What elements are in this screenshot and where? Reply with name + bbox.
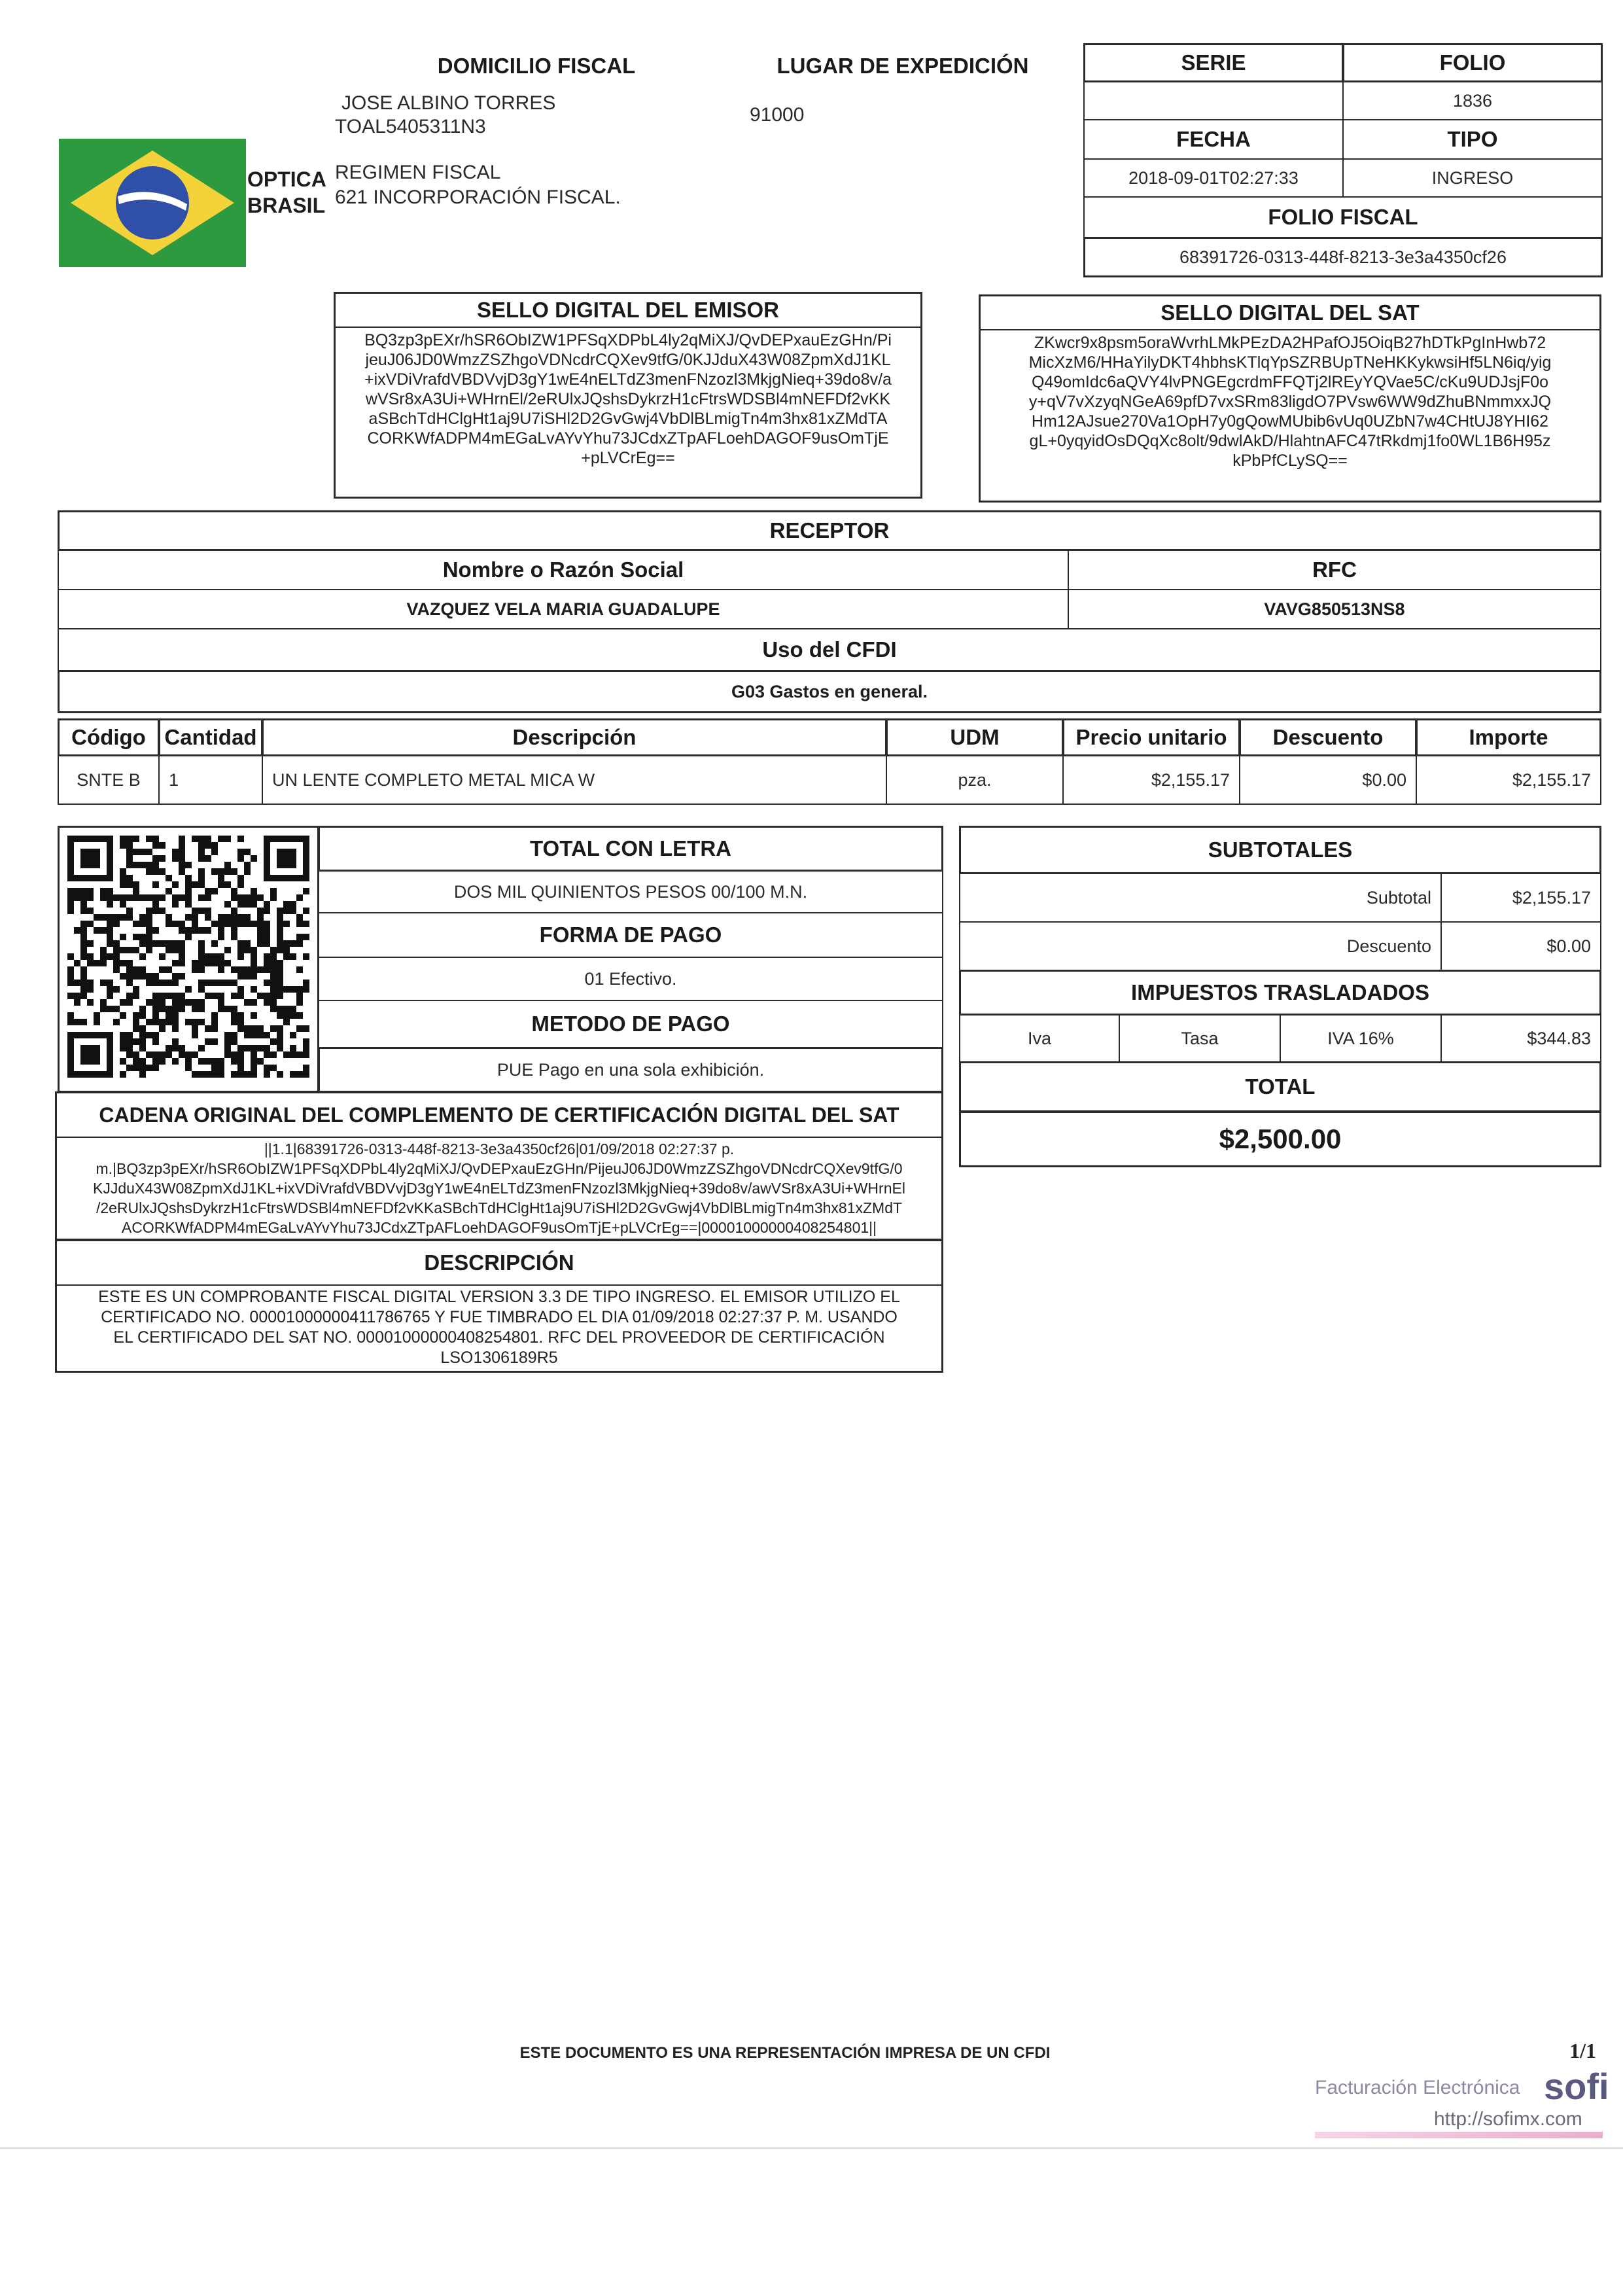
tipo-label: TIPO bbox=[1342, 119, 1603, 160]
receptor-nombre-value: VAZQUEZ VELA MARIA GUADALUPE bbox=[58, 589, 1069, 629]
total-header: TOTAL bbox=[959, 1061, 1601, 1112]
brazil-flag-logo bbox=[59, 139, 246, 267]
serie-label: SERIE bbox=[1083, 43, 1344, 82]
total-letra-header: TOTAL CON LETRA bbox=[318, 826, 943, 872]
descripcion-line: ESTE ES UN COMPROBANTE FISCAL DIGITAL VERSION 3.3 DE TIPO INGRESO. EL EMISOR UTILIZO EL bbox=[98, 1288, 900, 1306]
scan-edge-line bbox=[0, 2147, 1623, 2149]
regimen-fiscal-value: 621 INCORPORACIÓN FISCAL. bbox=[335, 186, 621, 208]
receptor-box bbox=[58, 510, 1601, 713]
logo-text-line-1: OPTICA bbox=[247, 168, 326, 191]
sello-emisor-line: jeuJ06JD0WmzZSZhgoVDNcdrCQXev9tfG/0KJJduX43W08ZpmXdJ1KL bbox=[365, 351, 891, 369]
cadena-line: /2eRUlxJQshsDykrzH1cFtrsWDSBl4mNEFDf2vKKaSBchTdHClgHt1aj9U7iSHl2D2GvGwj4VbDlBLmigTn4m3hx81xZMdT bbox=[96, 1199, 903, 1216]
impuestos-trasladados-header: IMPUESTOS TRASLADADOS bbox=[959, 970, 1601, 1016]
sello-emisor-header: SELLO DIGITAL DEL EMISOR bbox=[336, 294, 920, 328]
row-descuento: $0.00 bbox=[1239, 755, 1417, 805]
descripcion-box bbox=[55, 1239, 943, 1373]
col-header-descripcion: Descripción bbox=[262, 718, 887, 756]
descripcion-text bbox=[57, 1286, 941, 1369]
cadena-original-box bbox=[55, 1091, 943, 1241]
row-cantidad: 1 bbox=[158, 755, 263, 805]
sello-sat-line: kPbPfCLySQ== bbox=[1232, 451, 1348, 470]
sello-sat-line: Hm12AJsue270Va1OpH7y0gQowMUbib6vUq0UZbN7w4CHtUJ8YHI62 bbox=[1031, 412, 1549, 431]
col-header-codigo: Código bbox=[58, 718, 160, 756]
col-header-udm: UDM bbox=[886, 718, 1064, 756]
page-number: 1/1 bbox=[1569, 2039, 1596, 2062]
qr-code-box bbox=[58, 826, 319, 1093]
subtotales-header: SUBTOTALES bbox=[959, 826, 1601, 874]
sello-sat-box bbox=[979, 294, 1601, 503]
folio-value: 1836 bbox=[1342, 81, 1603, 120]
cadena-line: m.|BQ3zp3pEXr/hSR6ObIZW1PFSqXDPbL4ly2qMiXJ/QvDEPxauEzGHn/PijeuJ06JD0WmzZSZhgoVDNcdrCQXev9tfG/0 bbox=[96, 1160, 903, 1177]
totales-box bbox=[959, 826, 1601, 1167]
cadena-original-text bbox=[57, 1138, 941, 1239]
lugar-expedicion-header: LUGAR DE EXPEDICIÓN bbox=[777, 54, 1029, 78]
regimen-fiscal-label: REGIMEN FISCAL bbox=[335, 162, 501, 183]
lugar-expedicion-value: 91000 bbox=[750, 104, 805, 126]
sofi-brand-mark: sofi bbox=[1544, 2066, 1609, 2107]
row-codigo: SNTE B bbox=[58, 755, 160, 805]
receptor-header: RECEPTOR bbox=[58, 510, 1601, 551]
metodo-pago-header: METODO DE PAGO bbox=[318, 1000, 943, 1048]
sello-emisor-text bbox=[336, 328, 920, 470]
folio-fiscal-value: 68391726-0313-448f-8213-3e3a4350cf26 bbox=[1083, 237, 1603, 277]
comprobante-box bbox=[1083, 43, 1603, 277]
sello-sat-line: Q49omIdc6aQVY4lvPNGEgcrdmFFQTj2lREyYQVae5C/cKu9UDJsjF0o bbox=[1031, 373, 1549, 391]
sofi-provider-logo bbox=[1315, 2062, 1609, 2141]
total-letra-value: DOS MIL QUINIENTOS PESOS 00/100 M.N. bbox=[318, 870, 943, 913]
descripcion-header: DESCRIPCIÓN bbox=[57, 1241, 941, 1286]
sello-sat-line: ZKwcr9x8psm5oraWvrhLMkPEzDA2HPafOJ5OiqB27hDTkPgInHwb72 bbox=[1034, 334, 1546, 352]
sofi-url: http://sofimx.com bbox=[1434, 2108, 1582, 2130]
row-importe: $2,155.17 bbox=[1416, 755, 1601, 805]
fecha-label: FECHA bbox=[1083, 119, 1344, 160]
col-header-precio: Precio unitario bbox=[1062, 718, 1240, 756]
descripcion-line: LSO1306189R5 bbox=[440, 1349, 558, 1367]
row-precio: $2,155.17 bbox=[1062, 755, 1240, 805]
impuesto-tasa-label: Tasa bbox=[1119, 1014, 1281, 1063]
footer-leyenda: ESTE DOCUMENTO ES UNA REPRESENTACIÓN IMPRESA DE UN CFDI bbox=[519, 2044, 1051, 2062]
nombre-razon-social-label: Nombre o Razón Social bbox=[58, 550, 1069, 590]
sello-sat-header: SELLO DIGITAL DEL SAT bbox=[981, 296, 1599, 330]
emisor-nombre: JOSE ALBINO TORRES bbox=[341, 92, 556, 114]
descripcion-line: CERTIFICADO NO. 00001000000411786765 Y FUE TIMBRADO EL DIA 01/09/2018 02:27:37 P. M. USANDO bbox=[101, 1308, 898, 1326]
row-descripcion: UN LENTE COMPLETO METAL MICA W bbox=[262, 755, 887, 805]
sello-emisor-line: CORKWfADPM4mEGaLvAYvYhu73JCdxZTpAFLoehDAGOF9usOmTjE bbox=[367, 429, 889, 448]
forma-pago-header: FORMA DE PAGO bbox=[318, 912, 943, 958]
conceptos-table bbox=[58, 718, 1601, 805]
sofi-echo-line bbox=[1315, 2132, 1603, 2138]
folio-label: FOLIO bbox=[1342, 43, 1603, 82]
sello-sat-line: gL+0yqyidOsDQqXc8olt/9dwlAkD/HlahtnAFC47tRkdmj1fo0WL1B6H95z bbox=[1029, 432, 1551, 450]
tipo-value: INGRESO bbox=[1342, 158, 1603, 198]
descripcion-line: EL CERTIFICADO DEL SAT NO. 00001000000408254801. RFC DEL PROVEEDOR DE CERTIFICACIÓN bbox=[113, 1328, 885, 1347]
forma-pago-value: 01 Efectivo. bbox=[318, 957, 943, 1001]
row-udm: pza. bbox=[886, 755, 1064, 805]
sello-emisor-line: aSBchTdHClgHt1aj9U7iSHl2D2GvGwj4VbDlBLmigTn4m3hx81xZMdTA bbox=[368, 410, 888, 428]
col-header-cantidad: Cantidad bbox=[158, 718, 263, 756]
impuesto-tasa-value: IVA 16% bbox=[1280, 1014, 1442, 1063]
uso-cfdi-value: G03 Gastos en general. bbox=[58, 670, 1601, 713]
sofi-provider-text: Facturación Electrónica bbox=[1315, 2077, 1520, 2098]
sello-sat-line: y+qV7vXzyqNGeA69pfD7vxSRm83ligdO7PVsw6WW9dZhuBNmmxxJQ bbox=[1028, 393, 1552, 411]
receptor-rfc-value: VAVG850513NS8 bbox=[1068, 589, 1601, 629]
cadena-line: ||1.1|68391726-0313-448f-8213-3e3a4350cf26|01/09/2018 02:27:37 p. bbox=[264, 1140, 735, 1157]
folio-fiscal-label: FOLIO FISCAL bbox=[1083, 196, 1603, 238]
logo-text-line-2: BRASIL bbox=[247, 194, 326, 217]
uso-cfdi-label: Uso del CFDI bbox=[58, 628, 1601, 671]
fecha-value: 2018-09-01T02:27:33 bbox=[1083, 158, 1344, 198]
total-value: $2,500.00 bbox=[959, 1111, 1601, 1167]
qr-code bbox=[60, 828, 317, 1091]
impuesto-importe: $344.83 bbox=[1440, 1014, 1601, 1063]
sello-emisor-line: +pLVCrEg== bbox=[581, 449, 675, 467]
cadena-original-header: CADENA ORIGINAL DEL COMPLEMENTO DE CERTIFICACIÓN DIGITAL DEL SAT bbox=[57, 1093, 941, 1138]
cadena-line: KJJduX43W08ZpmXdJ1KL+ixVDiVrafdVBDVvjD3gY1wE4nELTdZ3menFNzozl3MkjgNieq+39do8v/awVSr8xA3Ui+WHrnEl bbox=[93, 1180, 905, 1197]
domicilio-fiscal-header: DOMICILIO FISCAL bbox=[437, 54, 636, 78]
subtotal-label: Subtotal bbox=[959, 873, 1442, 923]
col-header-importe: Importe bbox=[1416, 718, 1601, 756]
sello-emisor-line: BQ3zp3pEXr/hSR6ObIZW1PFSqXDPbL4ly2qMiXJ/QvDEPxauEzGHn/Pi bbox=[364, 331, 892, 349]
subtotal-value: $2,155.17 bbox=[1440, 873, 1601, 923]
sello-emisor-line: wVSr8xA3Ui+WHrnEl/2eRUlxJQshsDykrzH1cFtrsWDSBl4mNEFDf2vKK bbox=[365, 390, 891, 408]
col-header-descuento: Descuento bbox=[1239, 718, 1417, 756]
receptor-rfc-label: RFC bbox=[1068, 550, 1601, 590]
sello-sat-text bbox=[981, 330, 1599, 473]
emisor-rfc: TOAL5405311N3 bbox=[335, 116, 486, 137]
sello-emisor-box bbox=[334, 292, 922, 499]
metodo-pago-value: PUE Pago en una sola exhibición. bbox=[318, 1047, 943, 1093]
cadena-line: ACORKWfADPM4mEGaLvAYvYhu73JCdxZTpAFLoehDAGOF9usOmTjE+pLVCrEg==|00001000000408254801|| bbox=[121, 1219, 877, 1236]
serie-value bbox=[1083, 81, 1344, 120]
descuento-label: Descuento bbox=[959, 921, 1442, 971]
sello-sat-line: MicXzM6/HHaYilyDKT4hbhsKTlqYpSZRBUpTNeHKKykwsiHf5LN6iq/yig bbox=[1028, 353, 1552, 372]
impuesto-nombre: Iva bbox=[959, 1014, 1120, 1063]
sello-emisor-line: +ixVDiVrafdVBDVvjD3gY1wE4nELTdZ3menFNzozl3MkjgNieq+39do8v/a bbox=[364, 370, 892, 389]
descuento-value: $0.00 bbox=[1440, 921, 1601, 971]
logo-text bbox=[247, 166, 332, 219]
pago-box bbox=[318, 826, 943, 1093]
